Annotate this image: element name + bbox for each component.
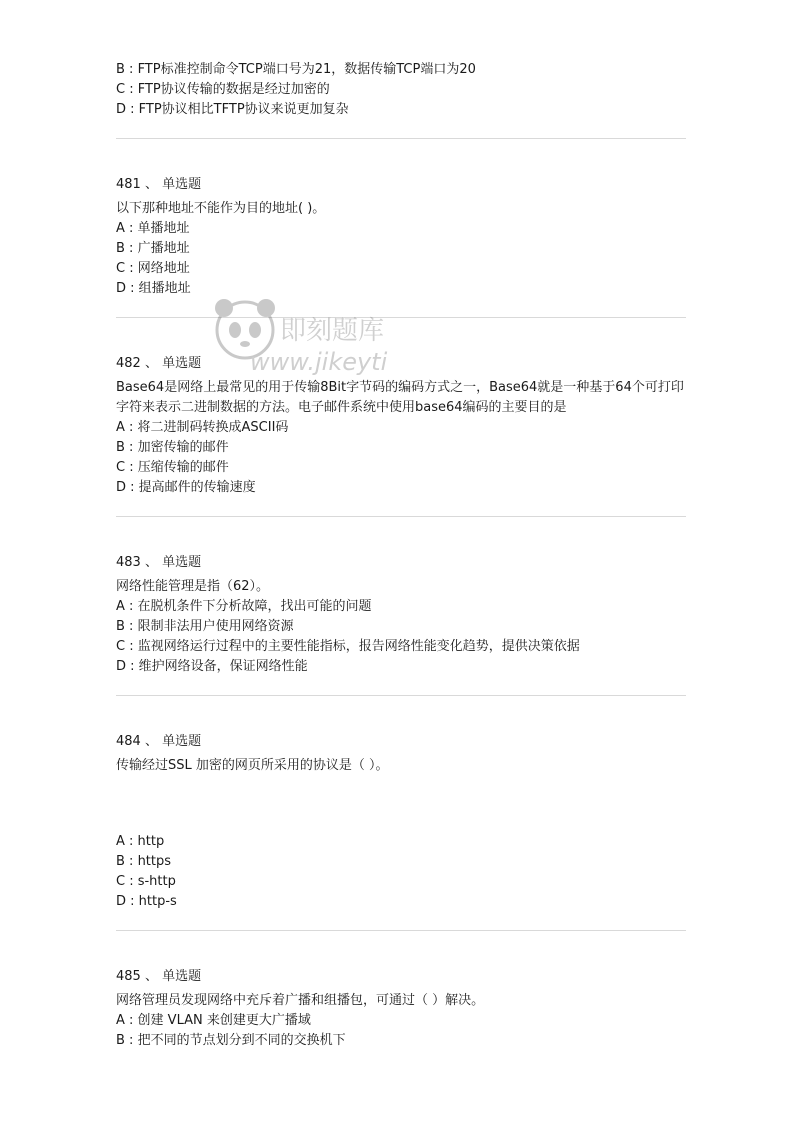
question-divider [116, 695, 686, 696]
option-d: D : 维护网络设备，保证网络性能 [116, 659, 308, 674]
question-header: 482 、 单选题 [116, 356, 202, 371]
question-stem: 网络管理员发现网络中充斥着广播和组播包，可通过（ ）解决。 [116, 993, 485, 1008]
option-d: D : http-s [116, 894, 177, 909]
option-b: B : 广播地址 [116, 241, 190, 256]
option-a: A : 在脱机条件下分析故障，找出可能的问题 [116, 599, 372, 614]
question-divider [116, 138, 686, 139]
option-c: C : 网络地址 [116, 261, 190, 276]
prev-question-options [116, 60, 686, 120]
question-482 [116, 354, 686, 498]
watermark-brand: 即刻题库 [280, 316, 385, 346]
question-stem: 以下那种地址不能作为目的地址( )。 [116, 201, 326, 216]
document-page [116, 60, 686, 1051]
option-d: D : FTP协议相比TFTP协议来说更加复杂 [116, 102, 349, 117]
question-485 [116, 967, 686, 1051]
option-c: C : FTP协议传输的数据是经过加密的 [116, 82, 330, 97]
option-a: A : http [116, 834, 165, 849]
question-divider [116, 930, 686, 931]
option-b: B : 加密传输的邮件 [116, 440, 229, 455]
question-stem: 传输经过SSL 加密的网页所采用的协议是（ ）。 [116, 758, 389, 773]
question-header: 484 、 单选题 [116, 734, 202, 749]
question-stem: Base64是网络上最常见的用于传输8Bit字节码的编码方式之一，Base64就是一种基于64个可打印字符来表示二进制数据的方法。电子邮件系统中使用base64编码的主要目的是 [116, 380, 684, 415]
question-483 [116, 553, 686, 677]
question-481 [116, 175, 686, 299]
option-b: B : https [116, 854, 172, 869]
question-header: 481 、 单选题 [116, 177, 202, 192]
option-b: B : FTP标准控制命令TCP端口号为21，数据传输TCP端口为20 [116, 62, 476, 77]
option-d: D : 提高邮件的传输速度 [116, 480, 256, 495]
option-c: C : s-http [116, 874, 176, 889]
option-a: A : 创建 VLAN 来创建更大广播域 [116, 1013, 311, 1028]
option-b: B : 把不同的节点划分到不同的交换机下 [116, 1033, 346, 1048]
question-stem: 网络性能管理是指（62）。 [116, 579, 270, 594]
question-divider [116, 516, 686, 517]
option-c: C : 监视网络运行过程中的主要性能指标，报告网络性能变化趋势，提供决策依据 [116, 639, 580, 654]
option-b: B : 限制非法用户使用网络资源 [116, 619, 294, 634]
option-a: A : 单播地址 [116, 221, 190, 236]
option-a: A : 将二进制码转换成ASCII码 [116, 420, 289, 435]
question-divider [116, 317, 686, 318]
option-c: C : 压缩传输的邮件 [116, 460, 229, 475]
question-header: 483 、 单选题 [116, 555, 202, 570]
watermark-url: www.jikeyti [250, 348, 388, 376]
question-header: 485 、 单选题 [116, 969, 202, 984]
blank-space [116, 776, 686, 832]
question-484 [116, 732, 686, 912]
option-d: D : 组播地址 [116, 281, 191, 296]
